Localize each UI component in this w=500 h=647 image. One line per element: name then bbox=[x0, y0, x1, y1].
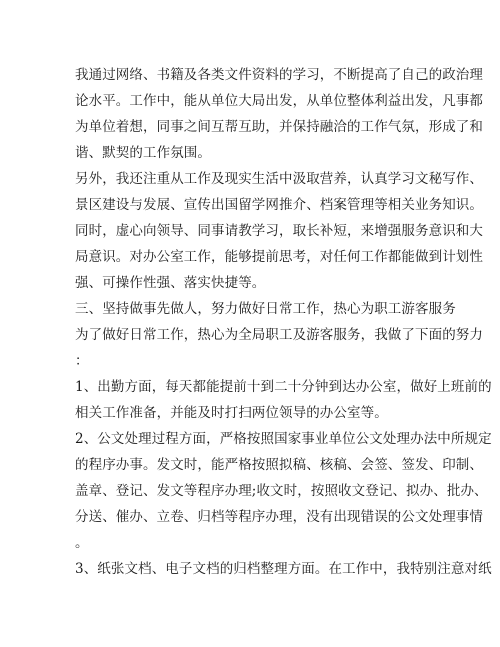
text-line: 局意识。对办公室工作，能够提前思考，对任何工作都能做到计划性 bbox=[75, 249, 483, 265]
text-line: 景区建设与发展、宣传出国留学网推介、档案管理等相关业务知识。 bbox=[75, 197, 483, 213]
text-line: 谐、默契的工作氛围。 bbox=[75, 145, 211, 161]
text-line: 同时，虚心向领导、同事请教学习，取长补短，来增强服务意识和大 bbox=[75, 223, 483, 239]
text-line: 论水平。工作中，能从单位大局出发，从单位整体利益出发，凡事都 bbox=[75, 93, 483, 109]
section-heading: 三、坚持做事先做人，努力做好日常工作，热心为职工游客服务 bbox=[75, 301, 456, 317]
list-item: 2、公文处理过程方面，严格按照国家事业单位公文处理办法中所规定 bbox=[75, 431, 492, 447]
text-line: 为了做好日常工作，热心为全局职工及游客服务，我做了下面的努力 bbox=[75, 327, 483, 343]
text-line: 强、可操作性强、落实快捷等。 bbox=[75, 275, 266, 291]
text-line: 我通过网络、书籍及各类文件资料的学习，不断提高了自己的政治理 bbox=[75, 67, 483, 83]
text-line: 为单位着想，同事之间互帮互助，并保持融洽的工作气氛，形成了和 bbox=[75, 119, 483, 135]
text-line: 相关工作准备，并能及时打扫两位领导的办公室等。 bbox=[75, 405, 388, 421]
text-line: 。 bbox=[75, 535, 89, 551]
text-line: 分送、催办、立卷、归档等程序办理，没有出现错误的公文处理事情 bbox=[75, 509, 483, 525]
list-item: 1、出勤方面，每天都能提前十到二十分钟到达办公室，做好上班前的 bbox=[75, 379, 492, 395]
list-item: 3、纸张文档、电子文档的归档整理方面。在工作中，我特别注意对纸 bbox=[75, 561, 492, 577]
text-line: 另外，我还注重从工作及现实生活中汲取营养，认真学习文秘写作、 bbox=[75, 171, 483, 187]
document-body bbox=[75, 62, 492, 582]
text-line: 的程序办事。发文时，能严格按照拟稿、核稿、会签、签发、印制、 bbox=[75, 457, 483, 473]
text-line: ： bbox=[75, 353, 89, 369]
text-line: 盖章、登记、发文等程序办理;收文时，按照收文登记、拟办、批办、 bbox=[75, 483, 488, 499]
